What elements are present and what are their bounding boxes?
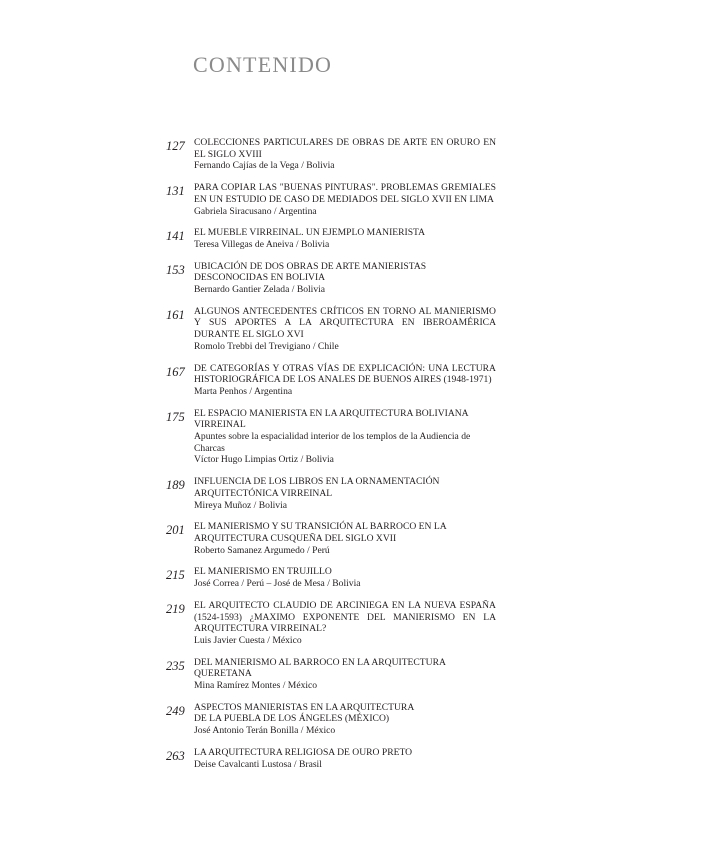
entry-title: DE CATEGORÍAS Y OTRAS VÍAS DE EXPLICACIÓN: UNA LECTURA HISTORIOGRÁFICA DE LOS ANALES DE BUENOS AIRES (1948-1971) [194,362,496,386]
entry-page-number: 131 [166,184,185,199]
entry-page-number: 167 [166,364,185,379]
entry-page-number: 127 [166,139,185,153]
entry-title: EL MANIERISMO Y SU TRANSICIÓN AL BARROCO EN LA ARQUITECTURA CUSQUEÑA DEL SIGLO XVII [194,521,447,544]
entry-title: EL MUEBLE VIRREINAL. UN EJEMPLO MANIERISTA [194,227,426,239]
entry-title: PARA COPIAR LAS "BUENAS PINTURAS". PROBLEMAS GREMIALES EN UN ESTUDIO DE CASO DE MEDIADOS DEL SIGLO XVII EN LIMA [194,182,496,205]
entry-body [194,521,496,556]
entry-title: EL MANIERISMO EN TRUJILLO [194,566,332,578]
entry-body [194,227,496,250]
entry-page-number: 175 [166,409,185,424]
entry-author: Mina Ramírez Montes / México [194,680,318,692]
entry-title: UBICACIÓN DE DOS OBRAS DE ARTE MANIERISTAS DESCONOCIDAS EN BOLIVIA [194,260,427,284]
entry-title: DEL MANIERISMO AL BARROCO EN LA ARQUITECTURA QUERETANA [194,656,446,680]
entry-author: Mireya Muñoz / Bolivia [194,499,287,511]
entry-author: Teresa Villegas de Aneiva / Bolivia [194,238,330,250]
entry-title: INFLUENCIA DE LOS LIBROS EN LA ORNAMENTACIÓN ARQUITECTÓNICA VIRREINAL [194,476,440,499]
entry-author: Fernando Cajías de la Vega / Bolivia [194,160,335,172]
entry-page-number: 215 [166,568,185,583]
entry-author: Roberto Samanez Argumedo / Perú [194,544,330,556]
toc-entry [0,657,706,692]
entry-title: ASPECTOS MANIERISTAS EN LA ARQUITECTURA DE LA PUEBLA DE LOS ÁNGELES (MÉXICO) [194,701,415,725]
entry-author: Romolo Trebbi del Trevigiano / Chile [194,340,339,352]
entry-author: Deise Cavalcanti Lustosa / Brasil [194,758,322,770]
entry-author: José Antonio Terán Bonilla / México [194,725,336,737]
entry-author: Luis Javier Cuesta / México [194,634,302,646]
toc-entry [0,702,706,737]
entry-author: José Correa / Perú – José de Mesa / Bolivia [194,578,361,590]
entry-page-number: 235 [166,658,185,673]
toc-entry [0,566,706,589]
toc-entry [0,600,706,647]
entry-page-number: 189 [166,478,185,493]
table-of-contents [0,137,706,780]
toc-entry [0,408,706,467]
entry-author: Marta Penhos / Argentina [194,385,293,397]
entry-page-number: 263 [166,748,185,763]
toc-entry [0,306,706,353]
entry-author: Bernardo Gantier Zelada / Bolivia [194,284,326,296]
entry-body [194,363,496,398]
entry-page-number: 161 [166,307,185,322]
entry-page-number: 141 [166,229,185,244]
toc-entry [0,521,706,556]
entry-page-number: 219 [166,601,185,616]
entry-page-number: 249 [166,703,185,718]
toc-entry [0,363,706,398]
entry-author: Víctor Hugo Limpias Ortiz / Bolivia [194,454,334,466]
entry-title: LA ARQUITECTURA RELIGIOSA DE OURO PRETO [194,746,413,758]
toc-entry [0,476,706,511]
toc-entry [0,747,706,770]
entry-author: Gabriela Siracusano / Argentina [194,205,317,217]
toc-entry [0,137,706,172]
toc-entry [0,261,706,296]
entry-title: EL ESPACIO MANIERISTA EN LA ARQUITECTURA BOLIVIANA VIRREINAL [194,407,469,431]
toc-entry [0,227,706,250]
entry-page-number: 201 [166,523,185,538]
entry-body [194,182,496,217]
entry-body [194,306,496,353]
entry-body [194,261,496,296]
entry-body [194,702,496,737]
entry-body [194,600,496,647]
entry-title: ALGUNOS ANTECEDENTES CRÍTICOS EN TORNO AL MANIERISMO Y SUS APORTES A LA ARQUITECTURA EN IBEROAMÉRICA DURANTE EL SIGLO XVI [194,305,496,341]
entry-body [194,408,496,467]
entry-body [194,137,496,172]
entry-title: COLECCIONES PARTICULARES DE OBRAS DE ARTE EN ORURO EN EL SIGLO XVIII [194,137,496,160]
toc-entry [0,182,706,217]
entry-body [194,747,496,770]
entry-title: EL ARQUITECTO CLAUDIO DE ARCINIEGA EN LA NUEVA ESPAÑA (1524-1593) ¿MAXIMO EXPONENTE DEL MANIERISMO EN LA ARQUITECTURA VIRREINAL? [194,599,496,635]
entry-body [194,566,496,589]
entry-page-number: 153 [166,262,185,277]
entry-body [194,657,496,692]
entry-body [194,476,496,511]
entry-subtitle: Apuntes sobre la espacialidad interior de los templos de la Audiencia de Charcas [194,431,471,454]
page-title: CONTENIDO [193,52,333,77]
